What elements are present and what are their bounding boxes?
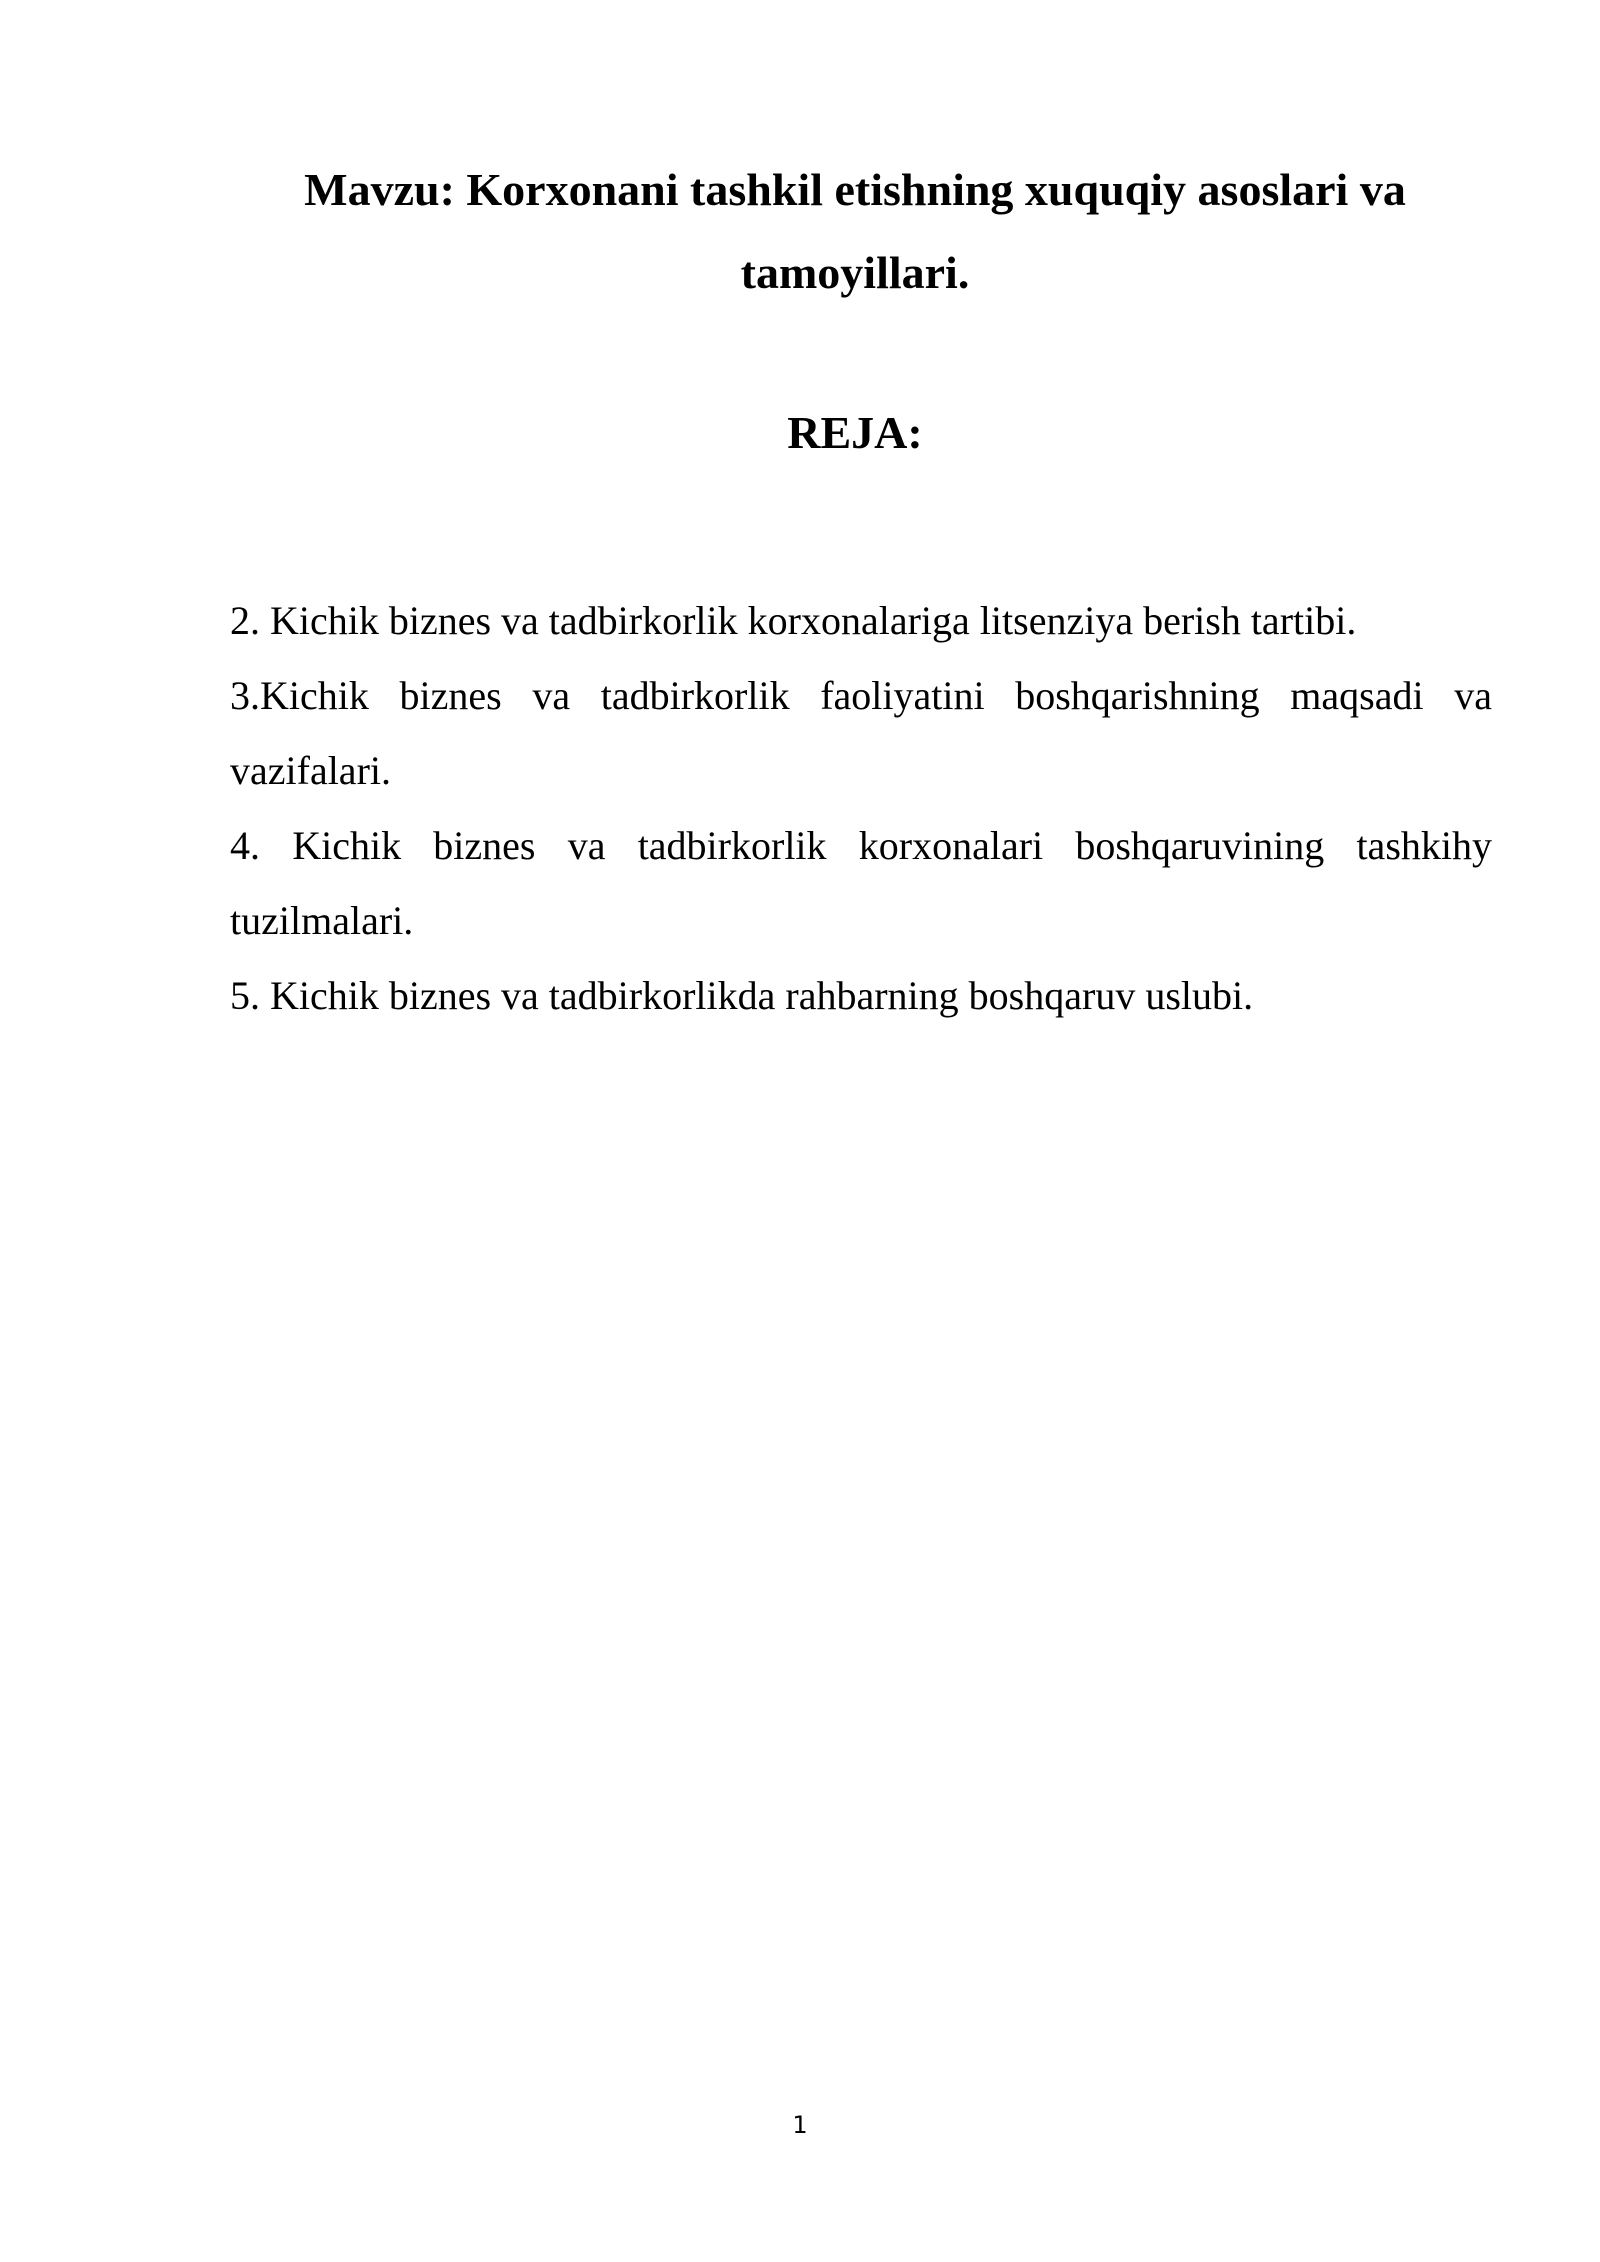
document-title: Mavzu: Korxonani tashkil etishning xuquqiy asoslari va tamoyillari. bbox=[304, 164, 1406, 298]
plan-heading: REJA: bbox=[787, 407, 923, 458]
page-number: 1 bbox=[792, 2111, 808, 2139]
plan-item: 4. Kichik biznes va tadbirkorlik korxonalari boshqaruvining tashkihy tuzilmalari. bbox=[230, 823, 1492, 943]
plan-item: 2. Kichik biznes va tadbirkorlik korxonalariga litsenziya berish tartibi. bbox=[230, 598, 1357, 643]
plan-item: 3.Kichik biznes va tadbirkorlik faoliyatini boshqarishning maqsadi va vazifalari. bbox=[230, 673, 1492, 793]
plan-item: 5. Kichik biznes va tadbirkorlikda rahbarning boshqaruv uslubi. bbox=[230, 973, 1254, 1018]
plan-list bbox=[230, 583, 1492, 1033]
